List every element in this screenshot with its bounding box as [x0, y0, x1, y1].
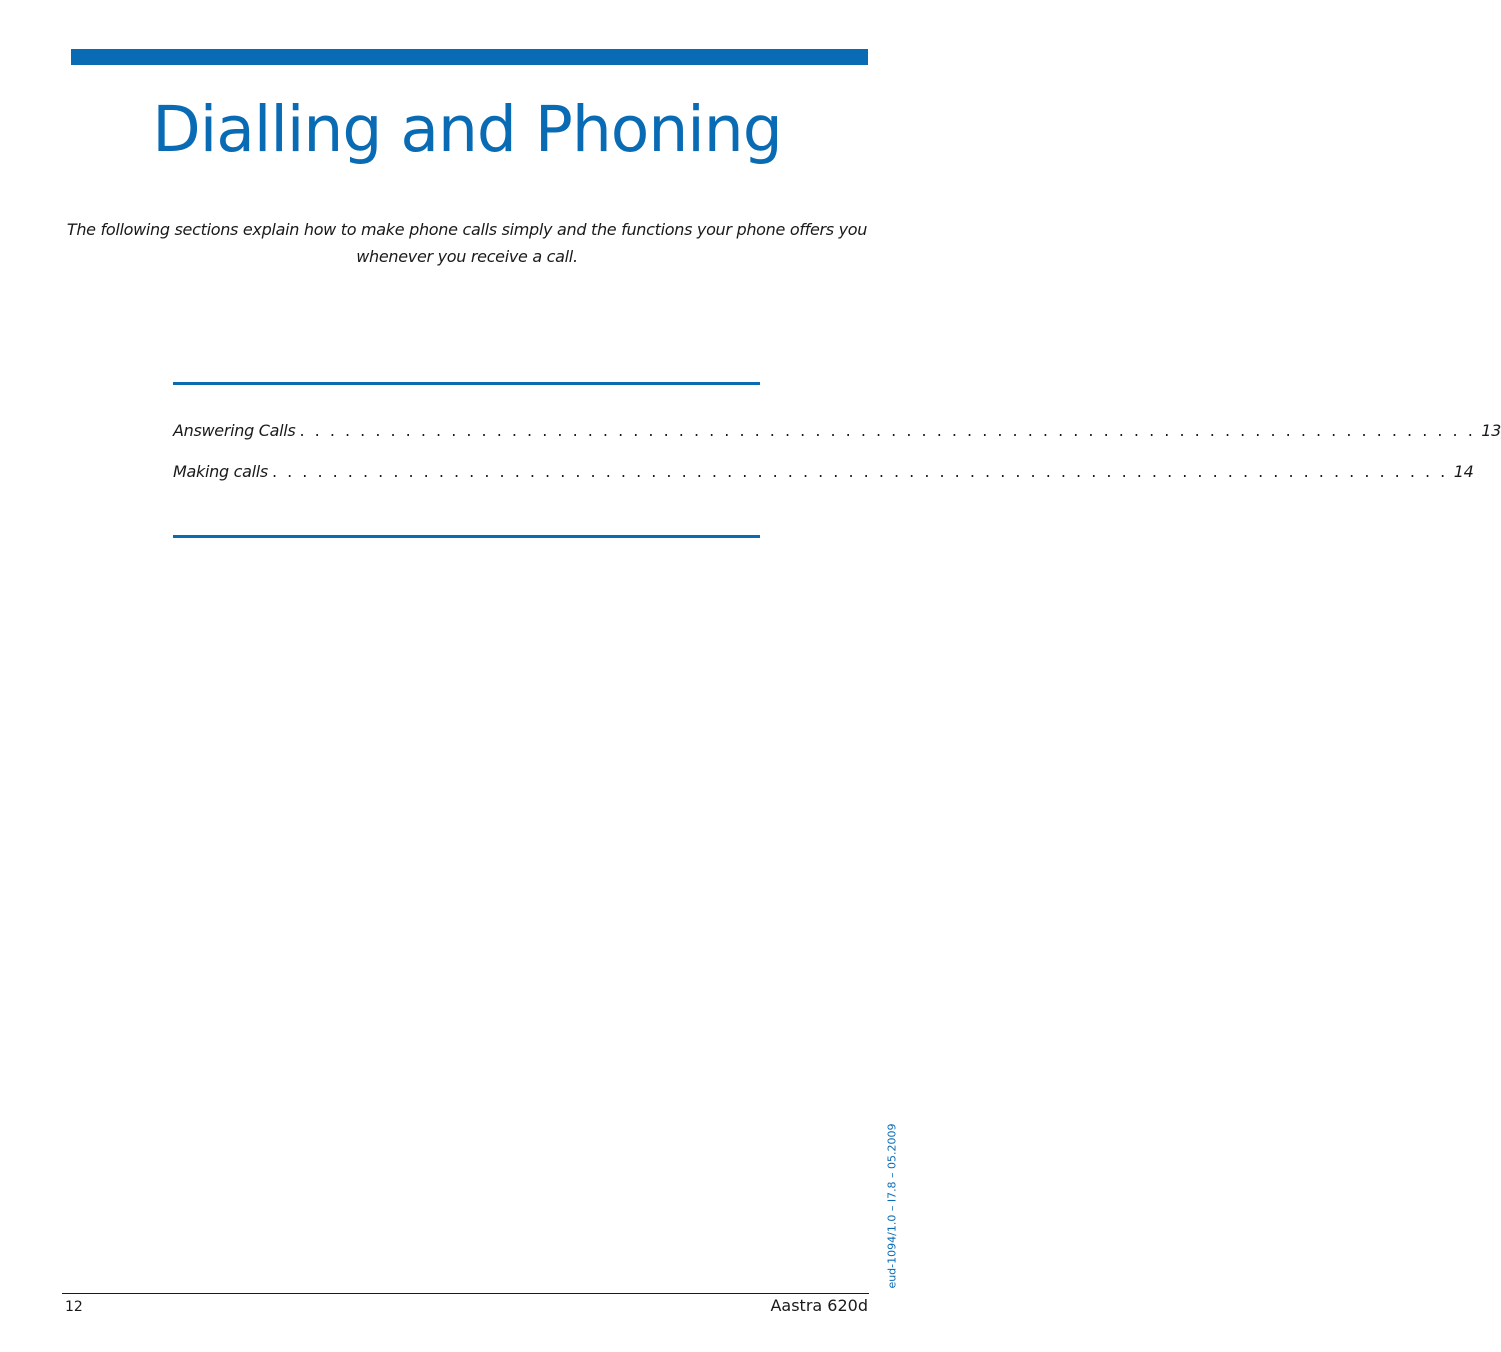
- toc-entry-label: Answering Calls: [173, 421, 296, 440]
- toc-entry-answering-calls[interactable]: [173, 421, 1501, 462]
- product-name: Aastra 620d: [770, 1296, 868, 1315]
- toc-entry-label: Making calls: [173, 462, 268, 481]
- toc-leader-dots: . . . . . . . . . . . . . . . . . . . . . . . . . . . . . . . . . . . . . . . . . . . . . . . . . . . . . . . . . . . . . . . . . . . . . . . . . . . . . .: [299, 421, 1476, 440]
- toc-entry-page: 14: [1453, 462, 1474, 481]
- toc-entry-making-calls[interactable]: [173, 462, 1474, 503]
- chapter-title: Dialling and Phoning: [152, 93, 782, 166]
- toc-leader-dots: . . . . . . . . . . . . . . . . . . . . . . . . . . . . . . . . . . . . . . . . . . . . . . . . . . . . . . . . . . . . . . . . . . . . . . . . . . . . . .: [271, 462, 1448, 481]
- table-of-contents: [173, 421, 1501, 503]
- intro-paragraph: The following sections explain how to make phone calls simply and the functions your phone offers you whenever you receive a call.: [66, 220, 868, 266]
- toc-bottom-rule: [173, 535, 760, 538]
- header-bar: [71, 49, 868, 65]
- document-code-text: eud-1094/1.0 – I7.8 – 05.2009: [885, 1122, 899, 1289]
- page-number: 12: [65, 1299, 83, 1315]
- toc-top-rule: [173, 382, 760, 385]
- toc-entry-page: 13: [1481, 421, 1501, 440]
- footer-rule: [62, 1293, 869, 1294]
- document-code: [885, 1123, 899, 1288]
